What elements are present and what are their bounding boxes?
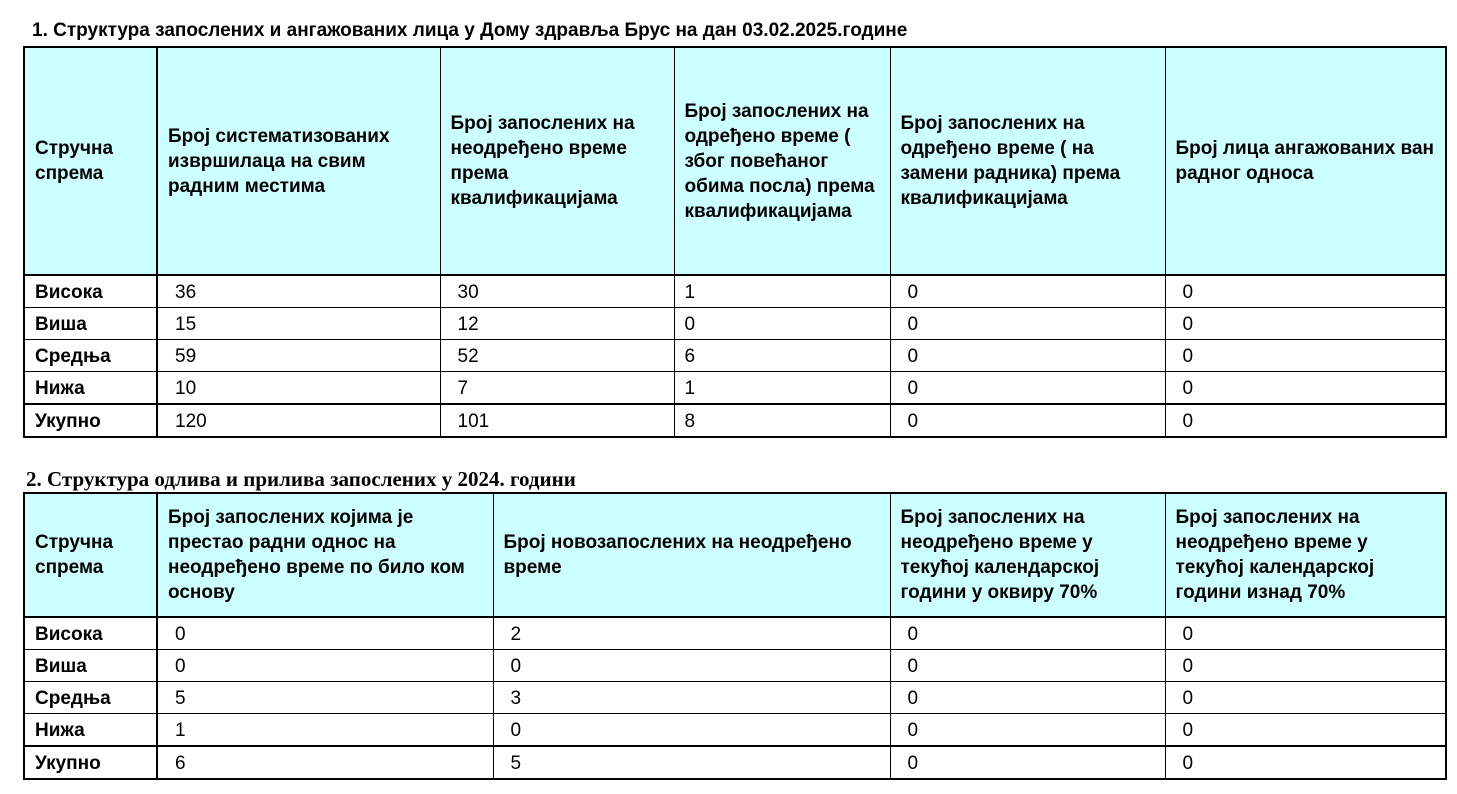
table-cell: 0 xyxy=(157,650,493,682)
table1-header-cell: Стручна спрема xyxy=(24,47,157,275)
table-cell: 8 xyxy=(674,404,890,437)
table-cell: 0 xyxy=(890,308,1165,340)
table-row xyxy=(24,340,1446,372)
table-cell: 5 xyxy=(157,682,493,714)
table1-header-row xyxy=(24,47,1446,275)
table-row xyxy=(24,617,1446,650)
row-label: Средња xyxy=(24,340,157,372)
table-cell: 0 xyxy=(890,650,1165,682)
table-cell: 30 xyxy=(440,275,674,308)
table-cell: 0 xyxy=(890,372,1165,405)
table-cell: 0 xyxy=(1165,746,1446,779)
table-row xyxy=(24,714,1446,747)
table-cell: 0 xyxy=(674,308,890,340)
table-cell: 0 xyxy=(1165,372,1446,405)
table-cell: 36 xyxy=(157,275,440,308)
table-cell: 0 xyxy=(1165,617,1446,650)
table-row xyxy=(24,275,1446,308)
row-label: Висока xyxy=(24,617,157,650)
table-cell: 0 xyxy=(493,714,890,747)
row-label: Укупно xyxy=(24,746,157,779)
table1-header-cell: Број запослених на одређено време ( због повећаног обима посла) према квалификацијама xyxy=(674,47,890,275)
row-label: Нижа xyxy=(24,714,157,747)
table-cell: 6 xyxy=(157,746,493,779)
table-cell: 101 xyxy=(440,404,674,437)
row-label: Висока xyxy=(24,275,157,308)
table-cell: 12 xyxy=(440,308,674,340)
table2-title: 2. Структура одлива и прилива запослених у 2024. години xyxy=(26,467,576,491)
table-row-total xyxy=(24,746,1446,779)
row-label: Виша xyxy=(24,650,157,682)
table-cell: 0 xyxy=(1165,308,1446,340)
table2-header-cell: Број запослених на неодређено време у текућој календарској години изнад 70% xyxy=(1165,493,1446,617)
table-cell: 0 xyxy=(890,682,1165,714)
table-cell: 3 xyxy=(493,682,890,714)
table-cell: 1 xyxy=(674,275,890,308)
staff-structure-table xyxy=(23,46,1447,438)
table-cell: 0 xyxy=(1165,682,1446,714)
row-label: Укупно xyxy=(24,404,157,437)
table-cell: 0 xyxy=(1165,650,1446,682)
table2-header-cell: Број запослених којима је престао радни однос на неодређено време по било ком основу xyxy=(157,493,493,617)
table-cell: 0 xyxy=(890,746,1165,779)
table1-header-cell: Број лица ангажованих ван радног односа xyxy=(1165,47,1446,275)
table-cell: 0 xyxy=(1165,714,1446,747)
table-cell: 15 xyxy=(157,308,440,340)
table-row xyxy=(24,682,1446,714)
row-label: Средња xyxy=(24,682,157,714)
table-cell: 0 xyxy=(890,404,1165,437)
table-cell: 7 xyxy=(440,372,674,405)
table-row xyxy=(24,308,1446,340)
table-cell: 10 xyxy=(157,372,440,405)
table1-title: 1. Структура запослених и ангажованих лица у Дому здравља Брус на дан 03.02.2025.године xyxy=(32,20,908,41)
table1-header-cell: Број систематизованих извршилаца на свим радним местима xyxy=(157,47,440,275)
table2-header-cell: Број запослених на неодређено време у текућој календарској години у оквиру 70% xyxy=(890,493,1165,617)
table-cell: 1 xyxy=(674,372,890,405)
row-label: Нижа xyxy=(24,372,157,405)
table1-header-cell: Број запослених на неодређено време према квалификацијама xyxy=(440,47,674,275)
table2-header-cell: Број новозапослених на неодређено време xyxy=(493,493,890,617)
table-cell: 0 xyxy=(493,650,890,682)
table-cell: 0 xyxy=(1165,340,1446,372)
table-cell: 0 xyxy=(157,617,493,650)
table-cell: 59 xyxy=(157,340,440,372)
table2-header-cell: Стручна спрема xyxy=(24,493,157,617)
table-cell: 120 xyxy=(157,404,440,437)
table-cell: 0 xyxy=(890,617,1165,650)
table-row xyxy=(24,650,1446,682)
table-cell: 0 xyxy=(890,275,1165,308)
table1-header-cell: Број запослених на одређено време ( на замени радника) према квалификацијама xyxy=(890,47,1165,275)
table-cell: 5 xyxy=(493,746,890,779)
table-cell: 6 xyxy=(674,340,890,372)
table-cell: 1 xyxy=(157,714,493,747)
table-cell: 0 xyxy=(1165,404,1446,437)
table-row-total xyxy=(24,404,1446,437)
table-cell: 0 xyxy=(890,714,1165,747)
table2-header-row xyxy=(24,493,1446,617)
staff-flow-table xyxy=(23,492,1447,780)
table-cell: 2 xyxy=(493,617,890,650)
table-cell: 0 xyxy=(1165,275,1446,308)
table-cell: 0 xyxy=(890,340,1165,372)
table-cell: 52 xyxy=(440,340,674,372)
row-label: Виша xyxy=(24,308,157,340)
table-row xyxy=(24,372,1446,405)
